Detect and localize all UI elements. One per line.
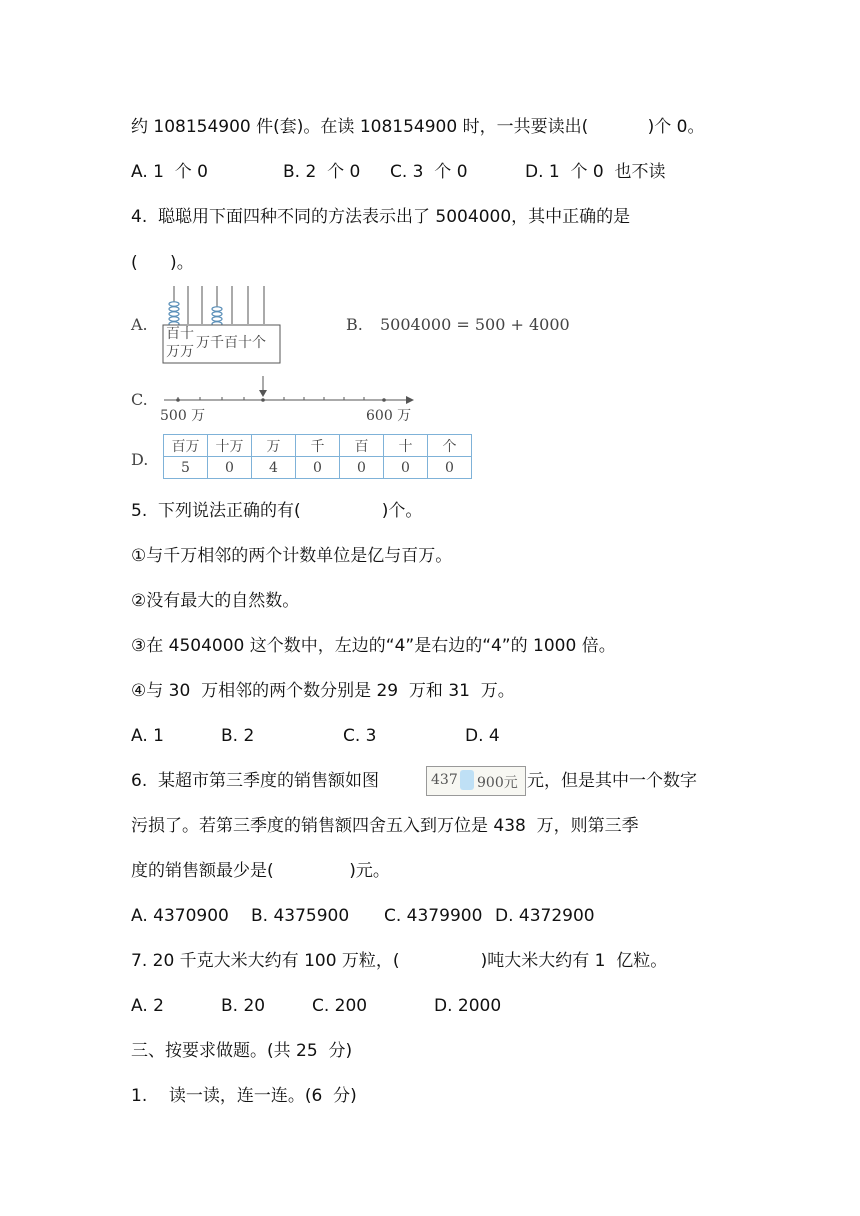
place-value: 0 [340, 457, 384, 479]
place-value-table [163, 434, 472, 479]
stained-amount-figure [426, 766, 526, 796]
section3-title: 三、按要求做题。(共 25 分) [131, 1041, 353, 1061]
q3-option-a: A. 1 个 0 [131, 162, 208, 182]
q6-option-d: D. 4372900 [495, 906, 595, 926]
section3-q1: 1. 读一读，连一连。(6 分) [131, 1086, 357, 1106]
place-value: 0 [296, 457, 340, 479]
place-value: 0 [208, 457, 252, 479]
q5-option-d: D. 4 [465, 726, 500, 746]
q5-text: 5. 下列说法正确的有( )个。 [131, 501, 423, 521]
place-value: 5 [164, 457, 208, 479]
q6-line1-b: 元，但是其中一个数字 [527, 771, 697, 791]
place-header: 个 [428, 435, 472, 457]
q6-line1-a: 6. 某超市第三季度的销售额如图 [131, 771, 380, 791]
q6-line2: 污损了。若第三季度的销售额四舍五入到万位是 438 万，则第三季 [131, 816, 639, 836]
place-header: 百万 [164, 435, 208, 457]
stain-right-digits: 900元 [477, 775, 518, 791]
stain-mark [460, 770, 474, 790]
abacus-places-bottom: 万万 [166, 344, 194, 360]
abacus-figure [160, 284, 284, 366]
place-header: 百 [340, 435, 384, 457]
q7-option-d: D. 2000 [434, 996, 502, 1016]
place-value: 0 [428, 457, 472, 479]
place-value: 0 [384, 457, 428, 479]
place-header: 千 [296, 435, 340, 457]
q3-option-d: D. 1 个 0 也不读 [525, 162, 666, 182]
place-header: 十万 [208, 435, 252, 457]
q6-option-c: C. 4379900 [384, 906, 483, 926]
q7-option-a: A. 2 [131, 996, 164, 1016]
q5-item-3: ③在 4504000 这个数中，左边的“4”是右边的“4”的 1000 倍。 [131, 636, 616, 656]
q7-option-c: C. 200 [312, 996, 368, 1016]
q7-option-b: B. 20 [221, 996, 266, 1016]
q4-label-c: C. [131, 390, 148, 409]
q5-item-1: ①与千万相邻的两个计数单位是亿与百万。 [131, 546, 453, 566]
abacus-places-rest: 万千百十个 [196, 335, 266, 351]
place-header: 十 [384, 435, 428, 457]
q4-b-expression: 5004000 = 500 + 4000 [380, 315, 570, 334]
q6-option-b: B. 4375900 [251, 906, 350, 926]
q3-option-c: C. 3 个 0 [390, 162, 468, 182]
q5-item-2: ②没有最大的自然数。 [131, 591, 300, 611]
q4-line2: ( )。 [131, 253, 194, 273]
q4-label-a: A. [131, 315, 148, 334]
q5-option-b: B. 2 [221, 726, 255, 746]
q7-text: 7. 20 千克大米大约有 100 万粒，( )吨大米大约有 1 亿粒。 [131, 951, 668, 971]
q6-option-a: A. 4370900 [131, 906, 229, 926]
number-line-right-label: 600 万 [366, 408, 412, 424]
q4-line1: 4. 聪聪用下面四种不同的方法表示出了 5004000，其中正确的是 [131, 207, 631, 227]
number-line-figure [160, 374, 416, 422]
q5-option-c: C. 3 [343, 726, 377, 746]
q3-option-b: B. 2 个 0 [283, 162, 361, 182]
q5-item-4: ④与 30 万相邻的两个数分别是 29 万和 31 万。 [131, 681, 515, 701]
abacus-places-top: 百十 [166, 326, 194, 342]
place-header: 万 [252, 435, 296, 457]
q4-label-b: B. [346, 315, 363, 334]
place-value: 4 [252, 457, 296, 479]
q4-label-d: D. [131, 450, 149, 469]
stain-left-digits: 437 [431, 772, 458, 788]
number-line-left-label: 500 万 [160, 408, 206, 424]
q6-line3: 度的销售额最少是( )元。 [131, 861, 390, 881]
q3-text: 约 108154900 件(套)。在读 108154900 时，一共要读出( )个 0。 [131, 117, 705, 137]
q5-option-a: A. 1 [131, 726, 164, 746]
